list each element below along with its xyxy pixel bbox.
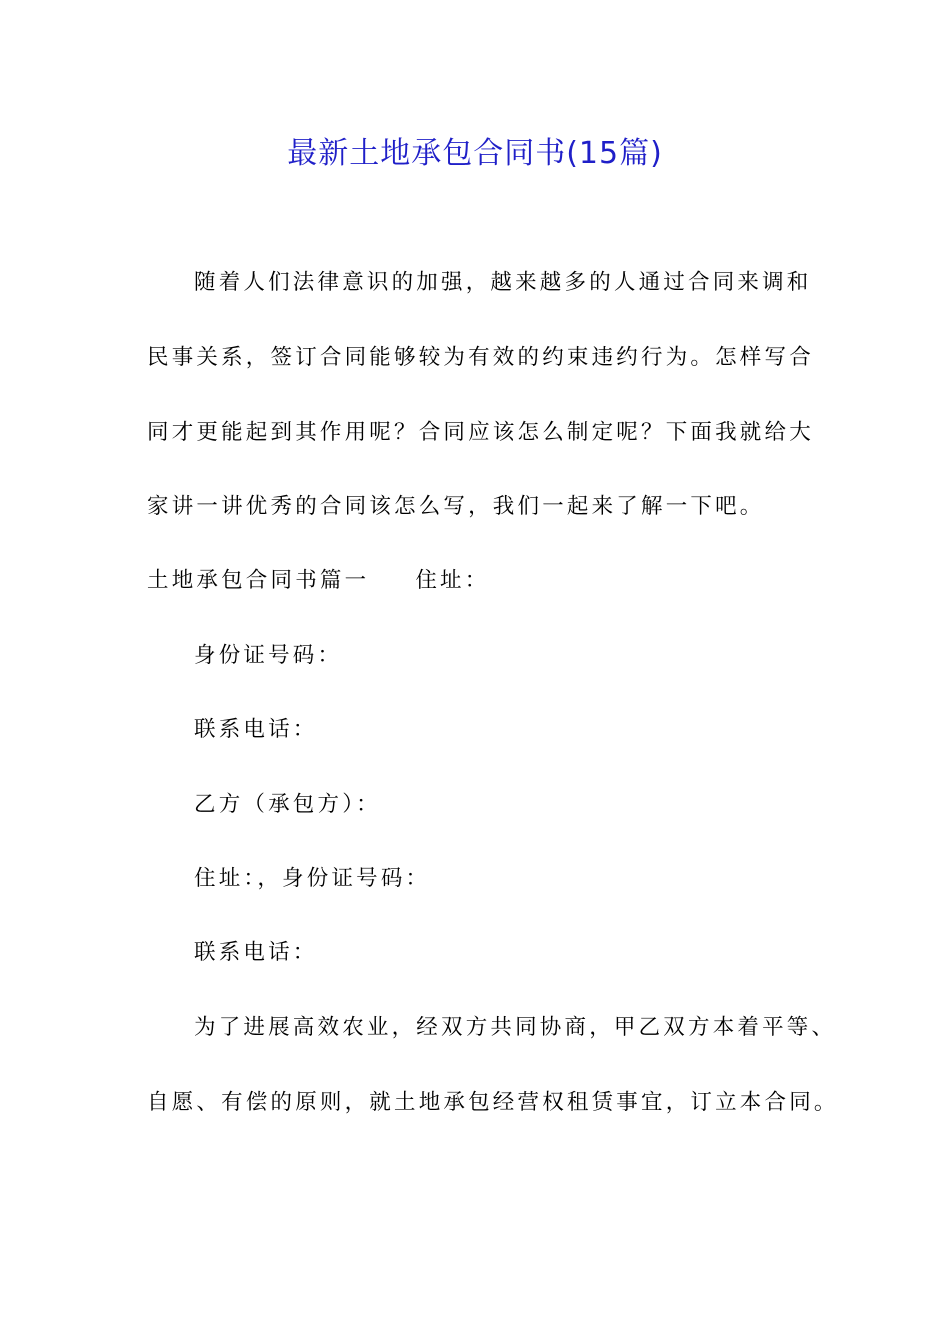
phone-label-b: 联系电话：	[194, 940, 318, 965]
section-heading: 土地承包合同书篇一	[147, 568, 370, 593]
document-title: 最新土地承包合同书(15篇)	[287, 136, 663, 171]
address-id-label-b: 住址：，身份证号码：	[194, 866, 431, 891]
id-number-label-a: 身份证号码：	[194, 643, 343, 668]
purpose-line-1: 为了进展高效农业，经双方共同协商，甲乙双方本着平等、	[194, 1015, 837, 1040]
phone-label-a: 联系电话：	[194, 717, 318, 742]
intro-line-2: 民事关系，签订合同能够较为有效的约束违约行为。怎样写合	[147, 345, 814, 370]
address-label-a: 住址：	[415, 568, 490, 593]
purpose-line-2: 自愿、有偿的原则，就土地承包经营权租赁事宜，订立本合同。	[147, 1090, 839, 1115]
section-heading-line	[147, 566, 489, 596]
intro-line-3: 同才更能起到其作用呢？合同应该怎么制定呢？下面我就给大	[147, 420, 814, 445]
intro-line-1: 随着人们法律意识的加强，越来越多的人通过合同来调和	[194, 270, 812, 295]
party-b-label: 乙方（承包方）：	[194, 792, 381, 817]
intro-line-4: 家讲一讲优秀的合同该怎么写，我们一起来了解一下吧。	[147, 494, 765, 519]
